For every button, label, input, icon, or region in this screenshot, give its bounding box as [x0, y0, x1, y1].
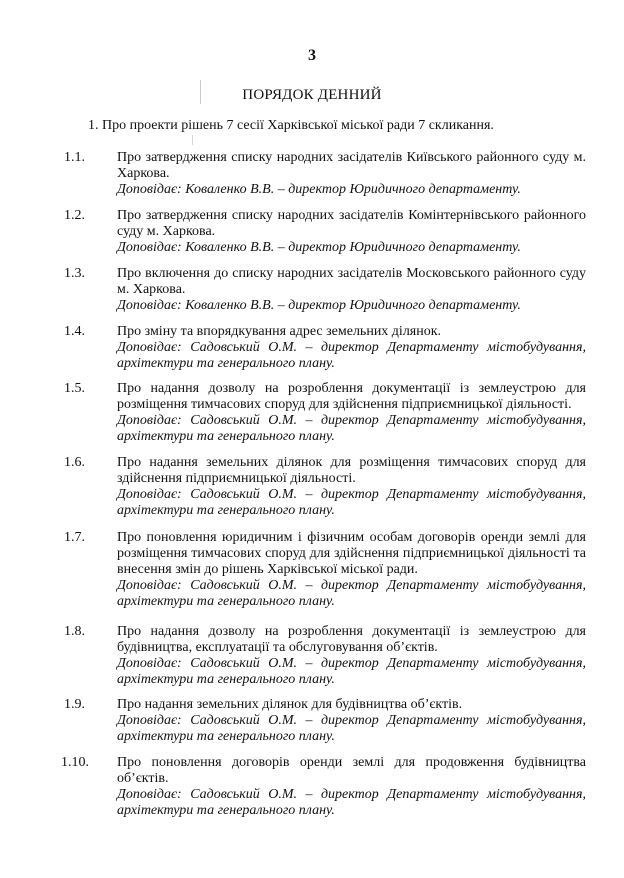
- agenda-item-number: 1.9.: [64, 697, 85, 712]
- agenda-item-number: 1.8.: [64, 624, 85, 639]
- agenda-item-number: 1.5.: [64, 381, 85, 396]
- agenda-item-body: [117, 755, 586, 819]
- agenda-item-text: Про надання земельних ділянок для розміщення тимчасових споруд для здійснення підприємницької діяльності.: [117, 455, 586, 486]
- agenda-item-speaker: Доповідає: Садовський О.М. – директор Департаменту містобудування, архітектури та генерального плану.: [117, 487, 586, 518]
- agenda-item-text: Про зміну та впорядкування адрес земельних ділянок.: [117, 324, 442, 339]
- agenda-item-speaker: Доповідає: Садовський О.М. – директор Департаменту містобудування, архітектури та генерального плану.: [117, 340, 586, 371]
- agenda-item-number: 1.7.: [64, 530, 85, 545]
- agenda-item-text: Про затвердження списку народних засідателів Київського районного суду м. Харкова.: [117, 150, 586, 181]
- agenda-item-text: Про поновлення договорів оренди землі для продовження будівництва об’єктів.: [117, 755, 586, 786]
- agenda-item-number: 1.3.: [64, 266, 85, 281]
- agenda-item-body: [117, 624, 586, 688]
- agenda-item-number: 1.6.: [64, 455, 85, 470]
- agenda-item-text: Про включення до списку народних засідателів Московського районного суду м. Харкова.: [117, 266, 586, 297]
- scan-artifact-line: [192, 135, 193, 145]
- agenda-item-text: Про надання дозволу на розроблення документації із землеустрою для будівництва, експлуатації та обслуговування об’єктів.: [117, 624, 586, 655]
- agenda-item-number: 1.1.: [64, 150, 85, 165]
- agenda-item-speaker: Доповідає: Коваленко В.В. – директор Юридичного департаменту.: [117, 298, 521, 313]
- agenda-item-text: Про затвердження списку народних засідателів Комінтернівського районного суду м. Харкова.: [117, 208, 586, 239]
- agenda-item-text: Про надання земельних ділянок для будівництва об’єктів.: [117, 697, 463, 712]
- agenda-title: ПОРЯДОК ДЕННИЙ: [242, 87, 382, 103]
- agenda-item-body: [117, 455, 586, 519]
- agenda-item-body: [117, 208, 586, 256]
- agenda-item-number: 1.4.: [64, 324, 85, 339]
- agenda-item-speaker: Доповідає: Садовський О.М. – директор Департаменту містобудування, архітектури та генерального плану.: [117, 413, 586, 444]
- page-number: 3: [308, 47, 316, 64]
- agenda-item-number: 1.10.: [61, 755, 89, 770]
- agenda-item-body: [117, 324, 586, 372]
- agenda-item-speaker: Доповідає: Садовський О.М. – директор Департаменту містобудування, архітектури та генерального плану.: [117, 656, 586, 687]
- agenda-item-body: [117, 266, 586, 314]
- agenda-item-text: Про надання дозволу на розроблення документації із землеустрою для розміщення тимчасових споруд для здійснення підприємницької діяльності.: [117, 381, 586, 412]
- agenda-item-body: [117, 530, 586, 610]
- agenda-intro: 1. Про проекти рішень 7 сесії Харківської міської ради 7 скликання.: [88, 118, 494, 133]
- agenda-item-body: [117, 381, 586, 445]
- agenda-item-speaker: Доповідає: Коваленко В.В. – директор Юридичного департаменту.: [117, 240, 521, 255]
- agenda-item-text: Про поновлення юридичним і фізичним особам договорів оренди землі для розміщення тимчасових споруд для здійснення підприємницької діяльності та внесення змін до рішень Харківської міської ради.: [117, 530, 586, 577]
- agenda-item-number: 1.2.: [64, 208, 85, 223]
- agenda-item-speaker: Доповідає: Садовський О.М. – директор Департаменту містобудування, архітектури та генерального плану.: [117, 787, 586, 818]
- agenda-item-body: [117, 697, 586, 745]
- agenda-item-speaker: Доповідає: Садовський О.М. – директор Департаменту містобудування, архітектури та генерального плану.: [117, 713, 586, 744]
- agenda-item-speaker: Доповідає: Садовський О.М. – директор Департаменту містобудування, архітектури та генерального плану.: [117, 578, 586, 609]
- agenda-item-speaker: Доповідає: Коваленко В.В. – директор Юридичного департаменту.: [117, 182, 521, 197]
- agenda-item-body: [117, 150, 586, 198]
